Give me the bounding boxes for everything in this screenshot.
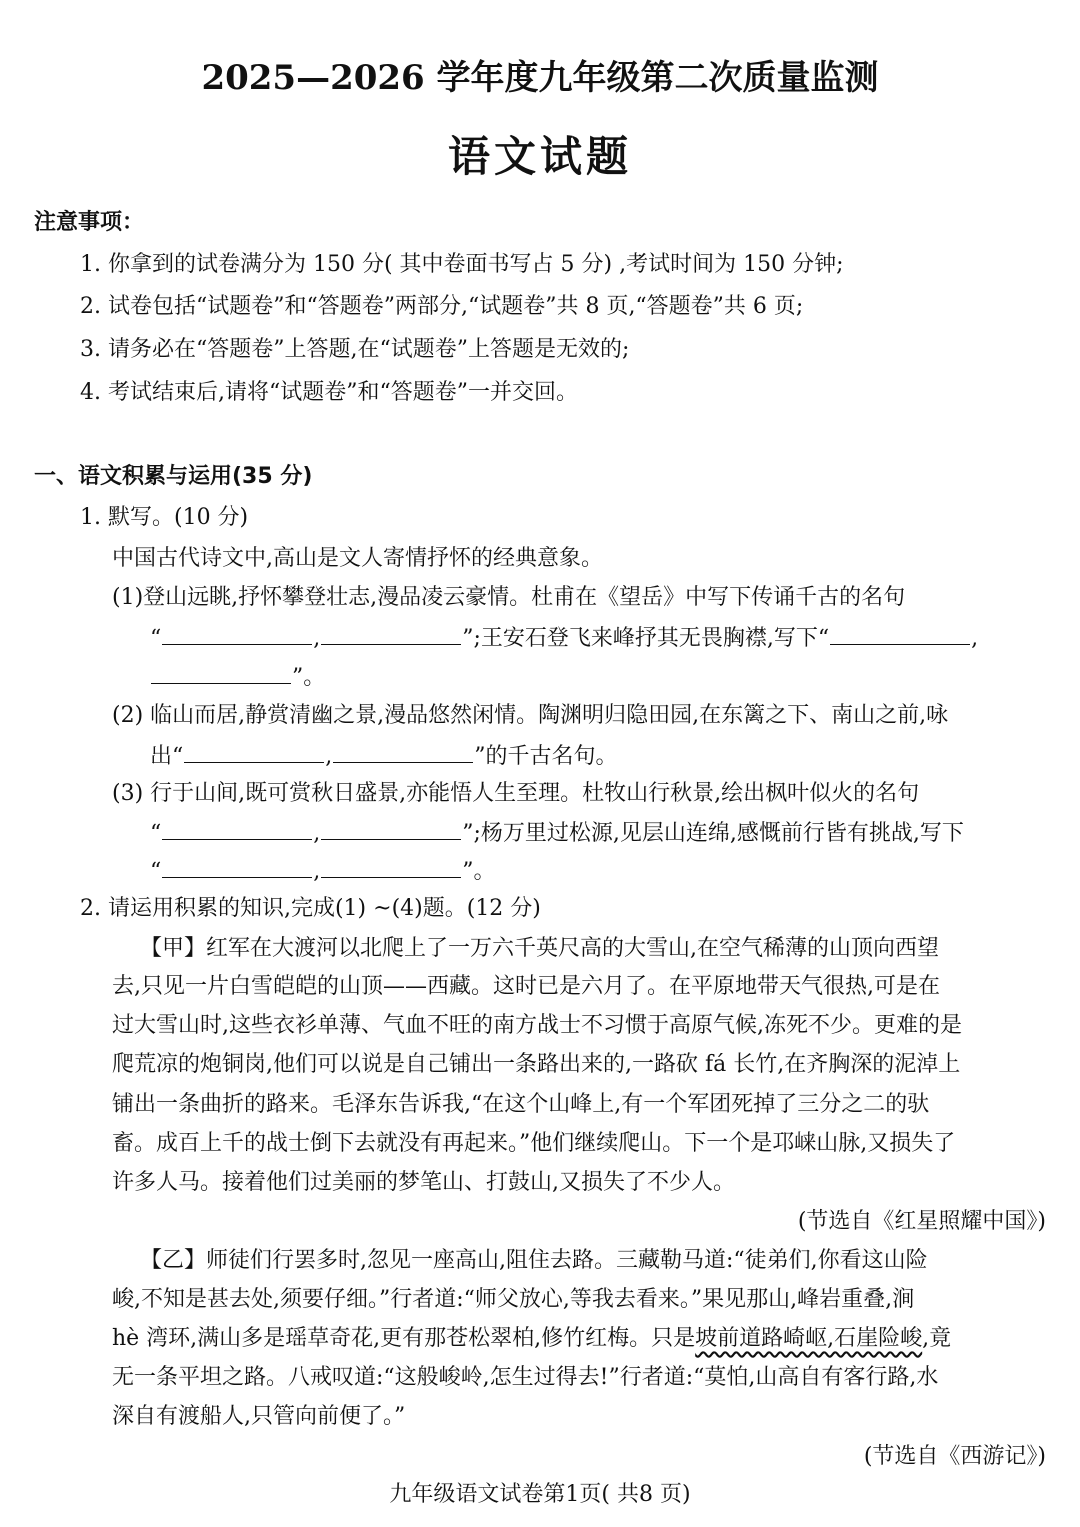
answer-blank[interactable] xyxy=(162,855,312,878)
question-1-intro: 中国古代诗文中,高山是文人寄情抒怀的经典意象。 xyxy=(112,546,603,571)
answer-blank[interactable] xyxy=(321,622,461,645)
answer-blank[interactable] xyxy=(151,661,291,684)
note-item: 1. 你拿到的试卷满分为 150 分( 其中卷面书写占 5 分) ,考试时间为 150 分钟; xyxy=(80,252,844,277)
passage-yi-line: 【乙】师徒们行罢多时,忽见一座高山,阻住去路。三藏勒马道:“徒弟们,你看这山险 xyxy=(140,1248,928,1273)
passage-jia-line: 爬荒凉的炮铜岗,他们可以说是自己铺出一条路出来的,一路砍 fá 长竹,在齐胸深的泥淖上 xyxy=(112,1052,961,1077)
wavy-underlined-phrase: 坡前道路崎岖,石崖险峻 xyxy=(695,1326,923,1351)
note-item: 4. 考试结束后,请将“试题卷”和“答题卷”一并交回。 xyxy=(80,380,578,405)
passage-yi-line: 峻,不知是甚去处,须要仔细。”行者道:“师父放心,等我去看来。”果见那山,峰岩重叠,涧 xyxy=(112,1287,915,1312)
passage-jia-source: (节选自《红星照耀中国》) xyxy=(797,1209,1046,1234)
subject-title: 语文试题 xyxy=(447,132,632,181)
page-footer: 九年级语文试卷第1页( 共8 页) xyxy=(389,1482,691,1507)
answer-blank[interactable] xyxy=(184,740,324,763)
q1-part2-line: 出“ , ”的千古名句。 xyxy=(150,740,618,772)
section-heading: 一、语文积累与运用(35 分) xyxy=(34,464,313,489)
passage-jia-line: 去,只见一片白雪皑皑的山顶——西藏。这时已是六月了。在平原地带天气很热,可是在 xyxy=(112,974,940,999)
q1-part3-line: “ , ”。 xyxy=(150,855,496,887)
note-item: 3. 请务必在“答题卷”上答题,在“试题卷”上答题是无效的; xyxy=(80,337,630,362)
q1-part3-line: “ , ”;杨万里过松源,见层山连绵,感慨前行皆有挑战,写下 xyxy=(150,817,964,849)
q1-part1-line: (1)登山远眺,抒怀攀登壮志,漫品凌云豪情。杜甫在《望岳》中写下传诵千古的名句 xyxy=(112,585,906,610)
answer-blank[interactable] xyxy=(830,622,970,645)
passage-yi-line: 深自有渡船人,只管向前便了。” xyxy=(112,1404,406,1429)
q1-part1-line: “ , ”;王安石登飞来峰抒其无畏胸襟,写下“ , xyxy=(150,622,978,654)
answer-blank[interactable] xyxy=(333,740,473,763)
answer-blank[interactable] xyxy=(321,855,461,878)
question-2-label: 2. 请运用积累的知识,完成(1) ~(4)题。(12 分) xyxy=(80,896,541,921)
passage-yi-line: hè 湾环,满山多是瑶草奇花,更有那苍松翠柏,修竹红梅。只是坡前道路崎岖,石崖险峻,竟 xyxy=(112,1326,952,1351)
answer-blank[interactable] xyxy=(162,817,312,840)
passage-jia-line: 【甲】红军在大渡河以北爬上了一万六千英尺高的大雪山,在空气稀薄的山顶向西望 xyxy=(140,936,939,961)
question-1-label: 1. 默写。(10 分) xyxy=(80,505,249,530)
passage-jia-line: 许多人马。接着他们过美丽的梦笔山、打鼓山,又损失了不少人。 xyxy=(112,1170,735,1195)
passage-yi-source: (节选自《西游记》) xyxy=(863,1444,1046,1469)
passage-jia-line: 铺出一条曲折的路来。毛泽东告诉我,“在这个山峰上,有一个军团死掉了三分之二的驮 xyxy=(112,1092,930,1117)
q1-part2-line: (2) 临山而居,静赏清幽之景,漫品悠然闲情。陶渊明归隐田园,在东篱之下、南山之前,咏 xyxy=(112,703,949,728)
passage-jia-line: 过大雪山时,这些衣衫单薄、气血不旺的南方战士不习惯于高原气候,冻死不少。更难的是 xyxy=(112,1013,962,1038)
note-item: 2. 试卷包括“试题卷”和“答题卷”两部分,“试题卷”共 8 页,“答题卷”共 6 页; xyxy=(80,294,804,319)
answer-blank[interactable] xyxy=(162,622,312,645)
passage-jia-line: 畜。成百上千的战士倒下去就没有再起来。”他们继续爬山。下一个是邛崃山脉,又损失了 xyxy=(112,1131,956,1156)
answer-blank[interactable] xyxy=(321,817,461,840)
exam-title: 2025—2026 学年度九年级第二次质量监测 xyxy=(201,58,879,98)
notes-heading: 注意事项： xyxy=(34,210,145,235)
passage-yi-line: 无一条平坦之路。八戒叹道:“这般峻岭,怎生过得去!”行者道:“莫怕,山高自有客行路,水 xyxy=(112,1365,939,1390)
q1-part1-line: ”。 xyxy=(150,661,325,693)
q1-part3-line: (3) 行于山间,既可赏秋日盛景,亦能悟人生至理。杜牧山行秋景,绘出枫叶似火的名句 xyxy=(112,781,920,806)
